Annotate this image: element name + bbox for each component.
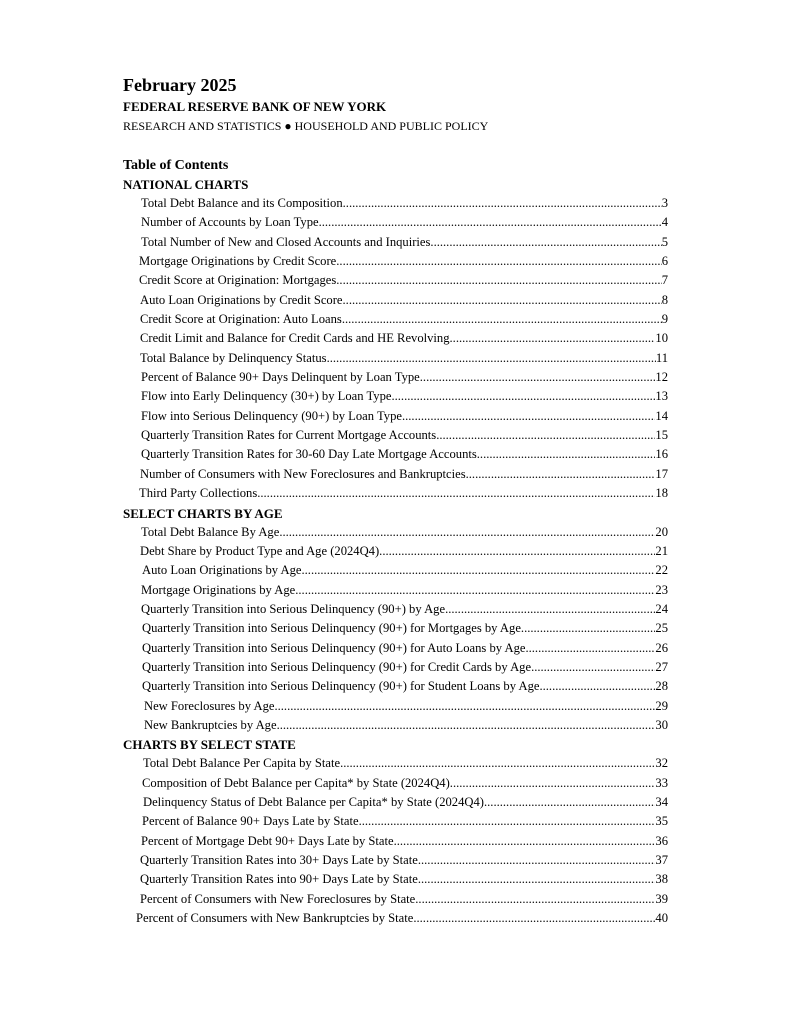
toc-entry-label: Quarterly Transition into Serious Delinquency (90+) by Age: [141, 601, 446, 616]
toc-entry-page-number: 3: [661, 196, 668, 210]
toc-entry[interactable]: [123, 909, 668, 928]
toc-entry-page-number: 11: [655, 350, 668, 365]
toc-entry-label: Total Debt Balance and its Composition: [141, 196, 343, 210]
toc-entry-label: Mortgage Originations by Credit Score: [139, 254, 337, 269]
toc-entry-page-number: 16: [655, 447, 668, 462]
toc-entry-page-number: 33: [655, 775, 668, 790]
dot-leader: [340, 754, 655, 773]
table-of-contents: [123, 156, 668, 928]
toc-entry[interactable]: [123, 484, 668, 503]
toc-entry[interactable]: [123, 329, 668, 348]
toc-entry-label: Delinquency Status of Debt Balance per Capita* by State (2024Q4): [143, 794, 484, 809]
toc-entry-label: Quarterly Transition Rates into 90+ Days Late by State: [140, 872, 418, 887]
toc-entry[interactable]: [123, 291, 668, 310]
toc-entry-label: Quarterly Transition into Serious Delinquency (90+) for Student Loans by Age: [142, 679, 540, 694]
toc-section-title: SELECT CHARTS BY AGE: [123, 505, 283, 521]
toc-entry-label: Credit Score at Origination: Mortgages: [139, 273, 337, 288]
dot-leader: [484, 793, 655, 812]
toc-entry-page-number: 10: [655, 331, 668, 346]
toc-entry-page-number: 7: [661, 273, 668, 288]
dot-leader: [418, 851, 656, 870]
toc-entry-page-number: 18: [655, 486, 668, 501]
toc-entry-page-number: 29: [655, 698, 668, 713]
toc-entry-label: Auto Loan Originations by Credit Score: [140, 292, 343, 307]
toc-entry[interactable]: [123, 774, 668, 793]
toc-entry-page-number: 12: [655, 370, 668, 385]
toc-entry-page-number: 20: [655, 524, 668, 539]
toc-entry-label: Credit Score at Origination: Auto Loans: [140, 312, 342, 327]
toc-entry[interactable]: [123, 851, 668, 870]
toc-entry-page-number: 15: [655, 428, 668, 443]
toc-entry-label: Quarterly Transition into Serious Delinquency (90+) for Auto Loans by Age: [142, 640, 526, 655]
dot-leader: [525, 639, 655, 658]
dot-leader: [257, 484, 655, 503]
toc-entry[interactable]: [123, 697, 668, 716]
toc-entry[interactable]: [123, 407, 668, 426]
toc-entry-page-number: 30: [655, 717, 668, 732]
toc-entry-page-number: 22: [655, 563, 668, 578]
dot-leader: [413, 909, 655, 928]
dot-leader: [279, 523, 655, 542]
toc-entry[interactable]: [123, 542, 668, 561]
toc-entry-page-number: 4: [661, 215, 668, 230]
toc-entry-label: Third Party Collections: [139, 486, 258, 501]
toc-entry-label: Total Balance by Delinquency Status: [140, 350, 327, 365]
dot-leader: [539, 677, 655, 696]
dot-leader: [277, 716, 656, 735]
dot-leader: [336, 252, 661, 271]
dot-leader: [420, 368, 656, 387]
toc-entry-label: Percent of Consumers with New Foreclosures by State: [140, 891, 416, 906]
dot-leader: [327, 349, 656, 368]
toc-entry[interactable]: [123, 890, 668, 909]
toc-entry-label: Debt Share by Product Type and Age (2024Q4): [140, 543, 380, 558]
department-line: RESEARCH AND STATISTICS ● HOUSEHOLD AND PUBLIC POLICY: [123, 119, 489, 133]
dot-leader: [521, 619, 655, 638]
toc-entry-label: Auto Loan Originations by Age: [142, 563, 302, 578]
toc-entry-page-number: 36: [655, 833, 668, 848]
toc-entry-label: Mortgage Originations by Age: [141, 582, 296, 597]
toc-entry-page-number: 5: [661, 234, 668, 249]
toc-entry[interactable]: [123, 368, 668, 387]
toc-entry-page-number: 26: [655, 640, 668, 655]
toc-entry[interactable]: [123, 793, 668, 812]
toc-entry[interactable]: [123, 387, 668, 406]
toc-entry[interactable]: [123, 194, 668, 213]
dot-leader: [466, 465, 656, 484]
toc-entry-page-number: 13: [655, 389, 668, 404]
toc-entry-page-number: 24: [655, 601, 668, 616]
toc-entry-label: Total Number of New and Closed Accounts and Inquiries: [141, 234, 431, 249]
dot-leader: [343, 194, 662, 213]
toc-entry[interactable]: [123, 619, 668, 638]
toc-entry-page-number: 37: [655, 853, 668, 867]
toc-entry-page-number: 6: [661, 254, 668, 269]
dot-leader: [359, 812, 656, 831]
toc-entry-page-number: 23: [655, 582, 668, 597]
toc-entry-label: Quarterly Transition Rates for 30-60 Day Late Mortgage Accounts: [141, 447, 477, 462]
dot-leader: [295, 581, 655, 600]
dot-leader: [379, 542, 655, 561]
toc-entry-page-number: 40: [655, 911, 668, 926]
dot-leader: [402, 407, 655, 426]
toc-entry-label: Total Debt Balance Per Capita by State: [143, 756, 341, 771]
toc-entry[interactable]: [123, 271, 668, 290]
toc-entry-label: New Foreclosures by Age: [144, 698, 275, 713]
dot-leader: [336, 271, 661, 290]
toc-entry-label: Number of Accounts by Loan Type: [141, 215, 319, 230]
toc-entry[interactable]: [123, 252, 668, 271]
toc-entry[interactable]: [123, 310, 668, 329]
toc-entry[interactable]: [123, 233, 668, 252]
toc-entry[interactable]: [123, 561, 668, 580]
toc-entry-label: Percent of Balance 90+ Days Late by State: [142, 814, 359, 829]
dot-leader: [477, 445, 656, 464]
toc-entry-label: Quarterly Transition into Serious Delinquency (90+) for Credit Cards by Age: [142, 659, 532, 674]
toc-entry-page-number: 32: [655, 756, 668, 771]
toc-entry-page-number: 39: [655, 891, 668, 906]
toc-entry[interactable]: [123, 754, 668, 773]
toc-entry-label: Quarterly Transition into Serious Delinquency (90+) for Mortgages by Age: [142, 621, 521, 636]
toc-entry[interactable]: [123, 349, 668, 368]
dot-leader: [531, 658, 655, 677]
toc-entry-page-number: 35: [655, 814, 668, 829]
report-header: [123, 74, 488, 135]
toc-entry-page-number: 17: [655, 466, 668, 481]
toc-entry[interactable]: [123, 639, 668, 658]
toc-entry-page-number: 9: [661, 312, 668, 327]
toc-entry-label: Total Debt Balance By Age: [141, 524, 280, 539]
toc-entry-page-number: 21: [655, 543, 668, 558]
dot-leader: [418, 870, 656, 889]
toc-entry-label: Credit Limit and Balance for Credit Cards and HE Revolving: [140, 331, 450, 346]
dot-leader: [415, 890, 655, 909]
dot-leader: [274, 697, 655, 716]
toc-entry-label: Percent of Consumers with New Bankruptcies by State: [136, 911, 414, 926]
dot-leader: [445, 600, 655, 619]
toc-entry-label: Percent of Mortgage Debt 90+ Days Late by State: [141, 833, 394, 848]
toc-entry-page-number: 25: [655, 621, 668, 636]
toc-entry[interactable]: [123, 445, 668, 464]
dot-leader: [302, 561, 656, 580]
toc-entry[interactable]: [123, 677, 668, 696]
toc-entry-label: Number of Consumers with New Foreclosures and Bankruptcies: [140, 466, 466, 481]
toc-entry-page-number: 38: [655, 872, 668, 887]
toc-section-title: NATIONAL CHARTS: [123, 177, 249, 192]
toc-entry-label: New Bankruptcies by Age: [144, 717, 277, 732]
report-date: February 2025: [123, 75, 237, 95]
dot-leader: [342, 310, 662, 329]
toc-entry-page-number: 28: [655, 679, 668, 694]
dot-leader: [391, 387, 655, 406]
toc-entry[interactable]: [123, 426, 668, 445]
toc-entry[interactable]: [123, 213, 668, 232]
toc-entry[interactable]: [123, 600, 668, 619]
toc-entry[interactable]: [123, 870, 668, 889]
dot-leader: [436, 426, 655, 445]
toc-section-title: CHARTS BY SELECT STATE: [123, 737, 296, 753]
dot-leader: [430, 233, 661, 252]
toc-entry[interactable]: [123, 658, 668, 677]
toc-entry[interactable]: [123, 832, 668, 851]
toc-entry-label: Quarterly Transition Rates for Current Mortgage Accounts: [141, 428, 437, 443]
dot-leader: [319, 213, 662, 232]
toc-entry[interactable]: [123, 716, 668, 735]
toc-title: Table of Contents: [123, 158, 229, 173]
dot-leader: [394, 832, 656, 851]
dot-leader: [450, 329, 656, 348]
toc-entry-page-number: 8: [661, 292, 668, 307]
toc-entry-page-number: 34: [655, 794, 668, 809]
toc-entry-label: Quarterly Transition Rates into 30+ Days Late by State: [140, 853, 418, 867]
toc-entry-label: Percent of Balance 90+ Days Delinquent by Loan Type: [141, 370, 420, 385]
toc-entry-page-number: 14: [655, 408, 668, 423]
toc-entry[interactable]: [123, 523, 668, 542]
toc-entry[interactable]: [123, 812, 668, 831]
toc-entry-label: Composition of Debt Balance per Capita* by State (2024Q4): [142, 775, 450, 790]
dot-leader: [450, 774, 656, 793]
toc-entry-label: Flow into Early Delinquency (30+) by Loan Type: [141, 389, 392, 404]
toc-entry-label: Flow into Serious Delinquency (90+) by Loan Type: [141, 408, 402, 423]
dot-leader: [343, 291, 662, 310]
toc-entry-page-number: 27: [655, 659, 668, 674]
toc-entry[interactable]: [123, 465, 668, 484]
toc-entry[interactable]: [123, 581, 668, 600]
organization-name: FEDERAL RESERVE BANK OF NEW YORK: [123, 99, 387, 114]
